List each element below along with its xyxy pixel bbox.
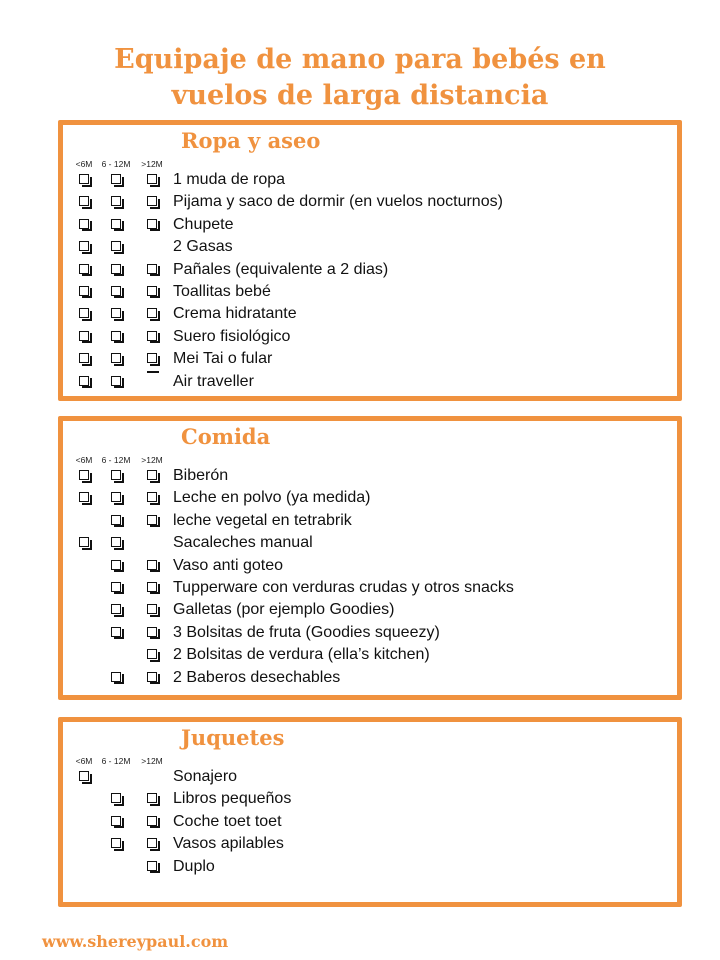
checkbox-over-12m[interactable] (147, 308, 157, 318)
checklist (63, 465, 677, 689)
item-label: Crema hidratante (173, 305, 297, 323)
checkbox-over-12m[interactable] (147, 816, 157, 826)
checklist-item (63, 191, 677, 213)
item-label: Toallitas bebé (173, 282, 271, 300)
item-label: Tupperware con verduras crudas y otros snacks (173, 578, 514, 596)
column-header-6-12m: 6 - 12M (101, 756, 131, 766)
dash-mark (147, 371, 159, 373)
checkbox-under-6m[interactable] (79, 196, 89, 206)
checkbox-over-12m[interactable] (147, 219, 157, 229)
item-label: Coche toet toet (173, 812, 282, 830)
checkbox-6-12m[interactable] (111, 286, 121, 296)
checkbox-over-12m[interactable] (147, 264, 157, 274)
column-header-under-6m: <6M (75, 455, 93, 465)
checkbox-6-12m[interactable] (111, 219, 121, 229)
checklist-item (63, 487, 677, 509)
column-header-6-12m: 6 - 12M (101, 159, 131, 169)
checkbox-6-12m[interactable] (111, 174, 121, 184)
checklist-item (63, 214, 677, 236)
checklist-item (63, 622, 677, 644)
section-title: Juquetes (181, 725, 285, 750)
checklist-item (63, 303, 677, 325)
checkbox-over-12m[interactable] (147, 604, 157, 614)
checklist-item (63, 811, 677, 833)
item-label: Biberón (173, 467, 229, 484)
checklist-item (63, 788, 677, 810)
column-header-over-12m: >12M (141, 159, 163, 169)
checkbox-over-12m[interactable] (147, 286, 157, 296)
item-label: Sonajero (173, 768, 238, 785)
checklist-item (63, 236, 677, 258)
checkbox-over-12m[interactable] (147, 560, 157, 570)
checkbox-under-6m[interactable] (79, 219, 89, 229)
checkbox-over-12m[interactable] (147, 838, 157, 848)
checkbox-over-12m[interactable] (147, 331, 157, 341)
checklist (63, 766, 677, 878)
item-label: Vasos apilables (173, 835, 284, 853)
item-label: Pañales (equivalente a 2 dias) (173, 260, 389, 278)
checkbox-6-12m[interactable] (111, 515, 121, 525)
checkbox-over-12m[interactable] (147, 174, 157, 184)
checklist-item (63, 599, 677, 621)
checkbox-6-12m[interactable] (111, 672, 121, 682)
item-label: 2 Baberos desechables (173, 668, 341, 686)
checkbox-6-12m[interactable] (111, 264, 121, 274)
checkbox-over-12m[interactable] (147, 515, 157, 525)
item-label: Air traveller (173, 372, 254, 390)
checkbox-over-12m[interactable] (147, 861, 157, 871)
checklist-item (63, 577, 677, 599)
checkbox-6-12m[interactable] (111, 241, 121, 251)
item-label: Leche en polvo (ya medida) (173, 489, 371, 507)
item-label: Mei Tai o fular (173, 350, 273, 368)
checkbox-over-12m[interactable] (147, 793, 157, 803)
checkbox-6-12m[interactable] (111, 196, 121, 206)
section-title: Ropa y aseo (181, 128, 321, 153)
checkbox-6-12m[interactable] (111, 793, 121, 803)
item-label: Chupete (173, 215, 234, 233)
item-label: Sacaleches manual (173, 534, 313, 552)
checklist-item (63, 259, 677, 281)
checkbox-6-12m[interactable] (111, 492, 121, 502)
checklist-item (63, 169, 677, 191)
checklist-item (63, 766, 677, 788)
item-label: Vaso anti goteo (173, 556, 284, 574)
checkbox-6-12m[interactable] (111, 331, 121, 341)
page-title (0, 42, 720, 114)
checklist-item (63, 510, 677, 532)
column-header-6-12m: 6 - 12M (101, 455, 131, 465)
checklist-item (63, 371, 677, 393)
checkbox-under-6m[interactable] (79, 174, 89, 184)
checkbox-under-6m[interactable] (79, 286, 89, 296)
checkbox-6-12m[interactable] (111, 537, 121, 547)
title-line-2: vuelos de larga distancia (171, 80, 549, 111)
checkbox-over-12m[interactable] (147, 492, 157, 502)
checklist-item (63, 532, 677, 554)
checkbox-under-6m[interactable] (79, 241, 89, 251)
checkbox-6-12m[interactable] (111, 560, 121, 570)
checkbox-over-12m[interactable] (147, 672, 157, 682)
checklist-item (63, 281, 677, 303)
item-label: Duplo (173, 857, 215, 875)
section-ropa-y-aseo (58, 120, 682, 401)
checkbox-under-6m[interactable] (79, 537, 89, 547)
checkbox-6-12m[interactable] (111, 604, 121, 614)
checklist-item (63, 326, 677, 348)
checklist-item (63, 833, 677, 855)
checkbox-under-6m[interactable] (79, 308, 89, 318)
column-header-over-12m: >12M (141, 455, 163, 465)
column-header-under-6m: <6M (75, 159, 93, 169)
item-label: Libros pequeños (173, 790, 292, 808)
column-header-under-6m: <6M (75, 756, 93, 766)
section-comida (58, 416, 682, 700)
item-label: 1 muda de ropa (173, 171, 286, 188)
item-label: 3 Bolsitas de fruta (Goodies squeezy) (173, 623, 440, 641)
column-header-over-12m: >12M (141, 756, 163, 766)
item-label: leche vegetal en tetrabrik (173, 511, 352, 529)
checklist-item (63, 644, 677, 666)
checkbox-over-12m[interactable] (147, 353, 157, 363)
section-title: Comida (181, 424, 271, 449)
item-label: Suero fisiológico (173, 327, 291, 345)
checklist (63, 169, 677, 393)
checkbox-under-6m[interactable] (79, 353, 89, 363)
checklist-item (63, 667, 677, 689)
checklist-item (63, 348, 677, 370)
checkbox-under-6m[interactable] (79, 264, 89, 274)
checkbox-under-6m[interactable] (79, 331, 89, 341)
item-label: 2 Gasas (173, 238, 233, 256)
section-juquetes (58, 717, 682, 907)
checkbox-6-12m[interactable] (111, 308, 121, 318)
footer-website: www.shereypaul.com (42, 932, 229, 951)
title-line-1: Equipaje de mano para bebés en (114, 44, 606, 75)
checkbox-under-6m[interactable] (79, 470, 89, 480)
checkbox-over-12m[interactable] (147, 649, 157, 659)
item-label: Galletas (por ejemplo Goodies) (173, 601, 395, 619)
item-label: Pijama y saco de dormir (en vuelos nocturnos) (173, 193, 503, 211)
checkbox-under-6m[interactable] (79, 376, 89, 386)
item-label: 2 Bolsitas de verdura (ella’s kitchen) (173, 646, 430, 664)
checklist-item (63, 555, 677, 577)
checkbox-over-12m[interactable] (147, 582, 157, 592)
checkbox-under-6m[interactable] (79, 771, 89, 781)
checklist-item (63, 856, 677, 878)
checklist-item (63, 465, 677, 487)
checkbox-6-12m[interactable] (111, 353, 121, 363)
checkbox-6-12m[interactable] (111, 816, 121, 826)
checkbox-6-12m[interactable] (111, 838, 121, 848)
checkbox-6-12m[interactable] (111, 470, 121, 480)
checkbox-6-12m[interactable] (111, 582, 121, 592)
checkbox-over-12m[interactable] (147, 196, 157, 206)
checkbox-over-12m[interactable] (147, 627, 157, 637)
checkbox-under-6m[interactable] (79, 492, 89, 502)
checkbox-6-12m[interactable] (111, 627, 121, 637)
checkbox-over-12m[interactable] (147, 470, 157, 480)
checkbox-6-12m[interactable] (111, 376, 121, 386)
